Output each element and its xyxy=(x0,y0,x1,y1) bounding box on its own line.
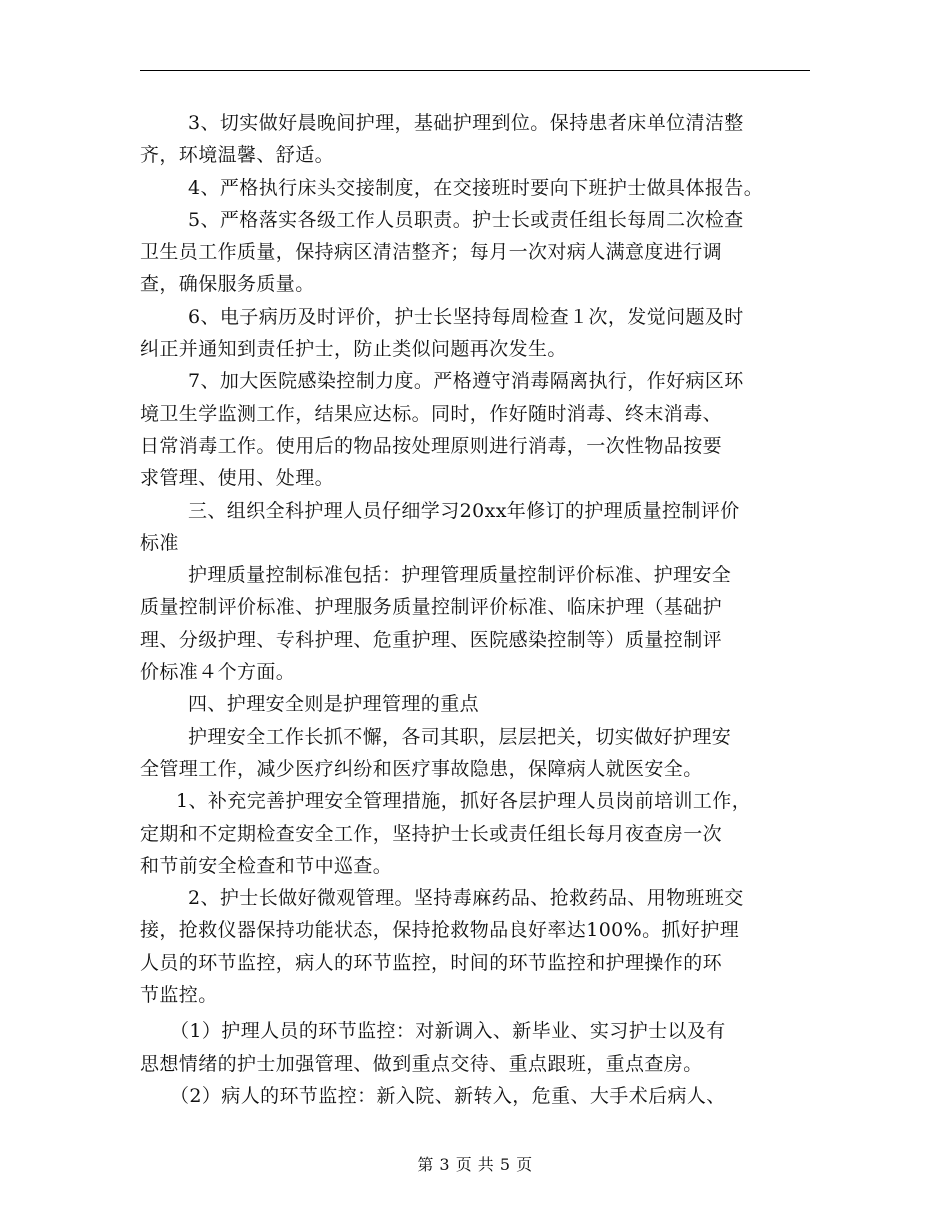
body-line: 节监控。 xyxy=(140,984,218,1007)
body-line: 和节前安全检查和节中巡查。 xyxy=(140,854,393,877)
body-line: 护理安全工作长抓不懈，各司其职，层层把关，切实做好护理安 xyxy=(188,725,732,748)
section-heading: 四、护理安全则是护理管理的重点 xyxy=(188,693,480,716)
body-line: 1、补充完善护理安全管理措施，抓好各层护理人员岗前培训工作， xyxy=(176,790,752,813)
body-line: （1）护理人员的环节监控：对新调入、新毕业、实习护士以及有 xyxy=(170,1020,726,1043)
body-line: 6、电子病历及时评价，护士长坚持每周检查１次，发觉问题及时 xyxy=(188,305,744,328)
body-line: 7、加大医院感染控制力度。严格遵守消毒隔离执行，作好病区环 xyxy=(188,370,744,393)
body-line: 3、切实做好晨晚间护理，基础护理到位。保持患者床单位清洁整 xyxy=(188,112,744,134)
body-line: 纠正并通知到责任护士，防止类似问题再次发生。 xyxy=(140,338,567,361)
body-line: 查，确保服务质量。 xyxy=(140,273,315,296)
body-line: 5、严格落实各级工作人员职责。护士长或责任组长每周二次检查 xyxy=(188,208,744,231)
section-heading: 三、组织全科护理人员仔细学习20xx年修订的护理质量控制评价 xyxy=(188,499,740,522)
section-heading: 标准 xyxy=(140,531,179,554)
document-body xyxy=(140,107,820,1112)
body-line: 求管理、使用、处理。 xyxy=(140,467,335,490)
body-line: 境卫生学监测工作，结果应达标。同时，作好随时消毒、终末消毒、 xyxy=(140,402,723,425)
body-line: 接，抢救仪器保持功能状态，保持抢救物品良好率达100%。抓好护理 xyxy=(140,919,740,942)
body-line: 价标准４个方面。 xyxy=(140,661,296,684)
body-line: 人员的环节监控，病人的环节监控，时间的环节监控和护理操作的环 xyxy=(140,951,723,974)
body-line: 日常消毒工作。使用后的物品按处理原则进行消毒，一次性物品按要 xyxy=(140,434,723,457)
body-line: 2、护士长做好微观管理。坚持毒麻药品、抢救药品、用物班班交 xyxy=(188,887,744,910)
header-rule xyxy=(140,70,810,71)
body-line: 护理质量控制标准包括：护理管理质量控制评价标准、护理安全 xyxy=(188,564,732,587)
body-line: 齐，环境温馨、舒适。 xyxy=(140,144,335,167)
body-line: 卫生员工作质量，保持病区清洁整齐；每月一次对病人满意度进行调 xyxy=(140,241,723,264)
body-line: （2）病人的环节监控：新入院、新转入，危重、大手术后病人、 xyxy=(170,1084,726,1107)
body-line: 全管理工作，减少医疗纠纷和医疗事故隐患，保障病人就医安全。 xyxy=(140,757,703,780)
body-line: 思想情绪的护士加强管理、做到重点交待、重点跟班，重点查房。 xyxy=(140,1052,703,1075)
body-line: 理、分级护理、专科护理、危重护理、医院感染控制等）质量控制评 xyxy=(140,628,723,651)
body-line: 质量控制评价标准、护理服务质量控制评价标准、临床护理（基础护 xyxy=(140,596,723,619)
body-line: 4、严格执行床头交接制度，在交接班时要向下班护士做具体报告。 xyxy=(188,176,764,199)
body-line: 定期和不定期检查安全工作，坚持护士长或责任组长每月夜查房一次 xyxy=(140,822,723,845)
page-number-footer: 第 3 页 共 5 页 xyxy=(417,1155,533,1174)
